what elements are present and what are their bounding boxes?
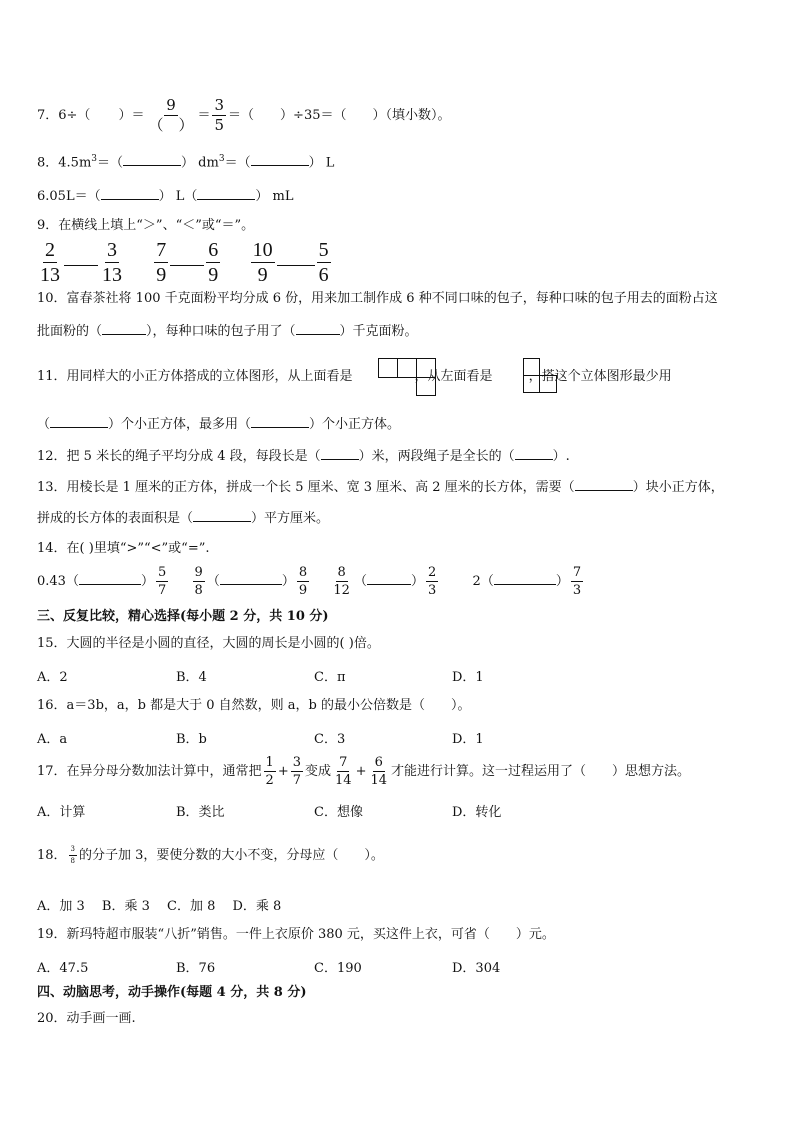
option-c[interactable]: C．3	[314, 732, 346, 747]
fraction: $\frac{7}{3}$	[572, 565, 582, 598]
fraction: $\frac{9}{8}$	[194, 565, 203, 598]
option-a[interactable]: A．a	[37, 732, 68, 747]
section-3-heading: 三、反复比较，精心选择(每小题 2 分，共 10 分)	[37, 609, 329, 624]
question-17: 17．在异分母分数加法计算中，通常把 $\frac{1}{2}$ + $\frac{3}{7}$ 变成 $\frac{7}{14}$ + $\frac{6}{14}$ 才能进行计算。这一过程运用了（ ）思想方法。	[37, 755, 691, 788]
section-4-heading: 四、动脑思考，动手操作(每题 4 分，共 8 分)	[37, 985, 307, 1000]
fraction: $\frac{8}{12}$	[333, 565, 350, 598]
question-11-line-2: （ ）个小正方体，最多用（ ）个小正方体。	[37, 417, 401, 432]
answer-blank[interactable]	[197, 187, 255, 200]
question-13: 13．用棱长是 1 厘米的正方体，拼成一个长 5 厘米、宽 3 厘米、高 2 厘米的长方体，需要（ ）块小正方体，	[37, 480, 724, 495]
answer-blank[interactable]	[515, 447, 553, 460]
answer-blank[interactable]	[79, 572, 141, 585]
fraction: $\frac{8}{9}$	[298, 565, 308, 598]
answer-blank[interactable]	[251, 153, 309, 166]
fraction: $\frac{3}{7}$	[292, 755, 302, 788]
option-a[interactable]: A．计算	[37, 805, 86, 820]
answer-blank[interactable]	[102, 322, 146, 335]
q9-comparisons	[36, 240, 333, 285]
option-a[interactable]: A．47.5	[37, 961, 89, 976]
answer-blank[interactable]	[220, 572, 282, 585]
question-15: 15．大圆的半径是小圆的直径，大圆的周长是小圆的( )倍。	[37, 636, 380, 651]
fraction: $\frac{6}{14}$	[370, 755, 388, 788]
fraction: $\frac{5}{6}$	[318, 239, 329, 286]
question-7: 7．6÷（ ）＝ $\frac{9}{( )}$ ＝ $\frac{3}{5}$ ＝（ ）÷35＝（ ）（填小数）。	[37, 96, 451, 134]
fraction: $\frac{7}{14}$	[335, 755, 352, 788]
option-b[interactable]: B．b	[176, 732, 207, 747]
fraction: $\frac{9}{( )}$	[148, 96, 194, 134]
option-d[interactable]: D．1	[452, 670, 484, 685]
answer-blank[interactable]	[50, 415, 108, 428]
question-12: 12．把 5 米长的绳子平均分成 4 段，每段长是（ ）米，两段绳子是全长的（ ）.	[37, 449, 570, 464]
answer-blank[interactable]	[101, 187, 159, 200]
left-view-figure	[523, 358, 557, 394]
answer-blank[interactable]	[64, 245, 98, 266]
answer-blank[interactable]	[367, 572, 411, 585]
answer-blank[interactable]	[170, 245, 204, 266]
question-16: 16．a＝3b，a，b 都是大于 0 自然数，则 a，b 的最小公倍数是（ ）。	[37, 698, 471, 713]
question-14: 14．在( )里填“>”“<”或“=”.	[37, 541, 210, 556]
question-11: 11．用同样大的小正方体搭成的立体图形，从上面看是 ，从左面看是 ，搭这个立体图形最少用	[37, 369, 672, 384]
fraction: $\frac{10}{9}$	[252, 239, 273, 286]
question-18: 18． $\frac{3}{8}$ 的分子加 3，要使分数的大小不变，分母应（ ）。	[37, 845, 384, 865]
answer-blank[interactable]	[123, 153, 181, 166]
answer-blank[interactable]	[321, 447, 359, 460]
q18-options[interactable]: A．加 3 B．乘 3 C．加 8 D．乘 8	[37, 899, 282, 914]
fraction: $\frac{5}{7}$	[157, 565, 167, 598]
fraction: $\frac{6}{9}$	[208, 239, 219, 286]
question-20: 20．动手画一画.	[37, 1011, 136, 1026]
question-10: 10．富春茶社将 100 千克面粉平均分成 6 份，用来加工制作成 6 种不同口味的包子，每种口味的包子用去的面粉占这	[37, 291, 718, 306]
question-8: 8．$4.5m^3=$（ ） $dm^3=$（ ） L	[37, 154, 335, 171]
question-9: 9．在横线上填上“＞”、“＜”或“＝”。	[37, 218, 255, 233]
answer-blank[interactable]	[296, 322, 340, 335]
fraction: $\frac{2}{13}$	[40, 239, 60, 286]
fraction: $\frac{3}{5}$	[214, 96, 225, 134]
option-d[interactable]: D．1	[452, 732, 484, 747]
option-b[interactable]: B．76	[176, 961, 216, 976]
answer-blank[interactable]	[251, 415, 309, 428]
option-c[interactable]: C．想像	[314, 805, 363, 820]
fraction: $\frac{2}{3}$	[427, 565, 437, 598]
option-b[interactable]: B．4	[176, 670, 207, 685]
fraction: $\frac{3}{8}$	[70, 845, 76, 865]
option-c[interactable]: C．190	[314, 961, 362, 976]
question-19: 19．新玛特超市服装“八折”销售。一件上衣原价 380 元，买这件上衣，可省（ ）元。	[37, 927, 555, 942]
answer-blank[interactable]	[575, 478, 633, 491]
option-b[interactable]: B．类比	[176, 805, 225, 820]
option-d[interactable]: D．304	[452, 961, 501, 976]
q14-comparisons: 0.43（ ） $\frac{5}{7}$ $\frac{9}{8}$ （ ） $\frac{8}{9}$ $\frac{8}{12}$ （ ） $\frac{2}{3}$ 2（ ） $\frac{7}{3}$	[37, 565, 582, 598]
question-13-line-2: 拼成的长方体的表面积是（ ）平方厘米。	[37, 511, 330, 526]
answer-blank[interactable]	[494, 572, 556, 585]
answer-blank[interactable]	[193, 509, 251, 522]
fraction: $\frac{7}{9}$	[156, 239, 167, 286]
fraction: $\frac{3}{13}$	[102, 239, 122, 286]
option-d[interactable]: D．转化	[452, 805, 502, 820]
question-8-line-2: 6.05L＝（ ） L（ ） mL	[37, 189, 294, 204]
answer-blank[interactable]	[277, 245, 315, 266]
top-view-figure	[378, 358, 436, 396]
option-c[interactable]: C．π	[314, 670, 346, 685]
fraction: $\frac{1}{2}$	[265, 755, 274, 788]
option-a[interactable]: A．2	[37, 670, 68, 685]
question-10-line-2: 批面粉的（ ），每种口味的包子用了（ ）千克面粉。	[37, 324, 418, 339]
